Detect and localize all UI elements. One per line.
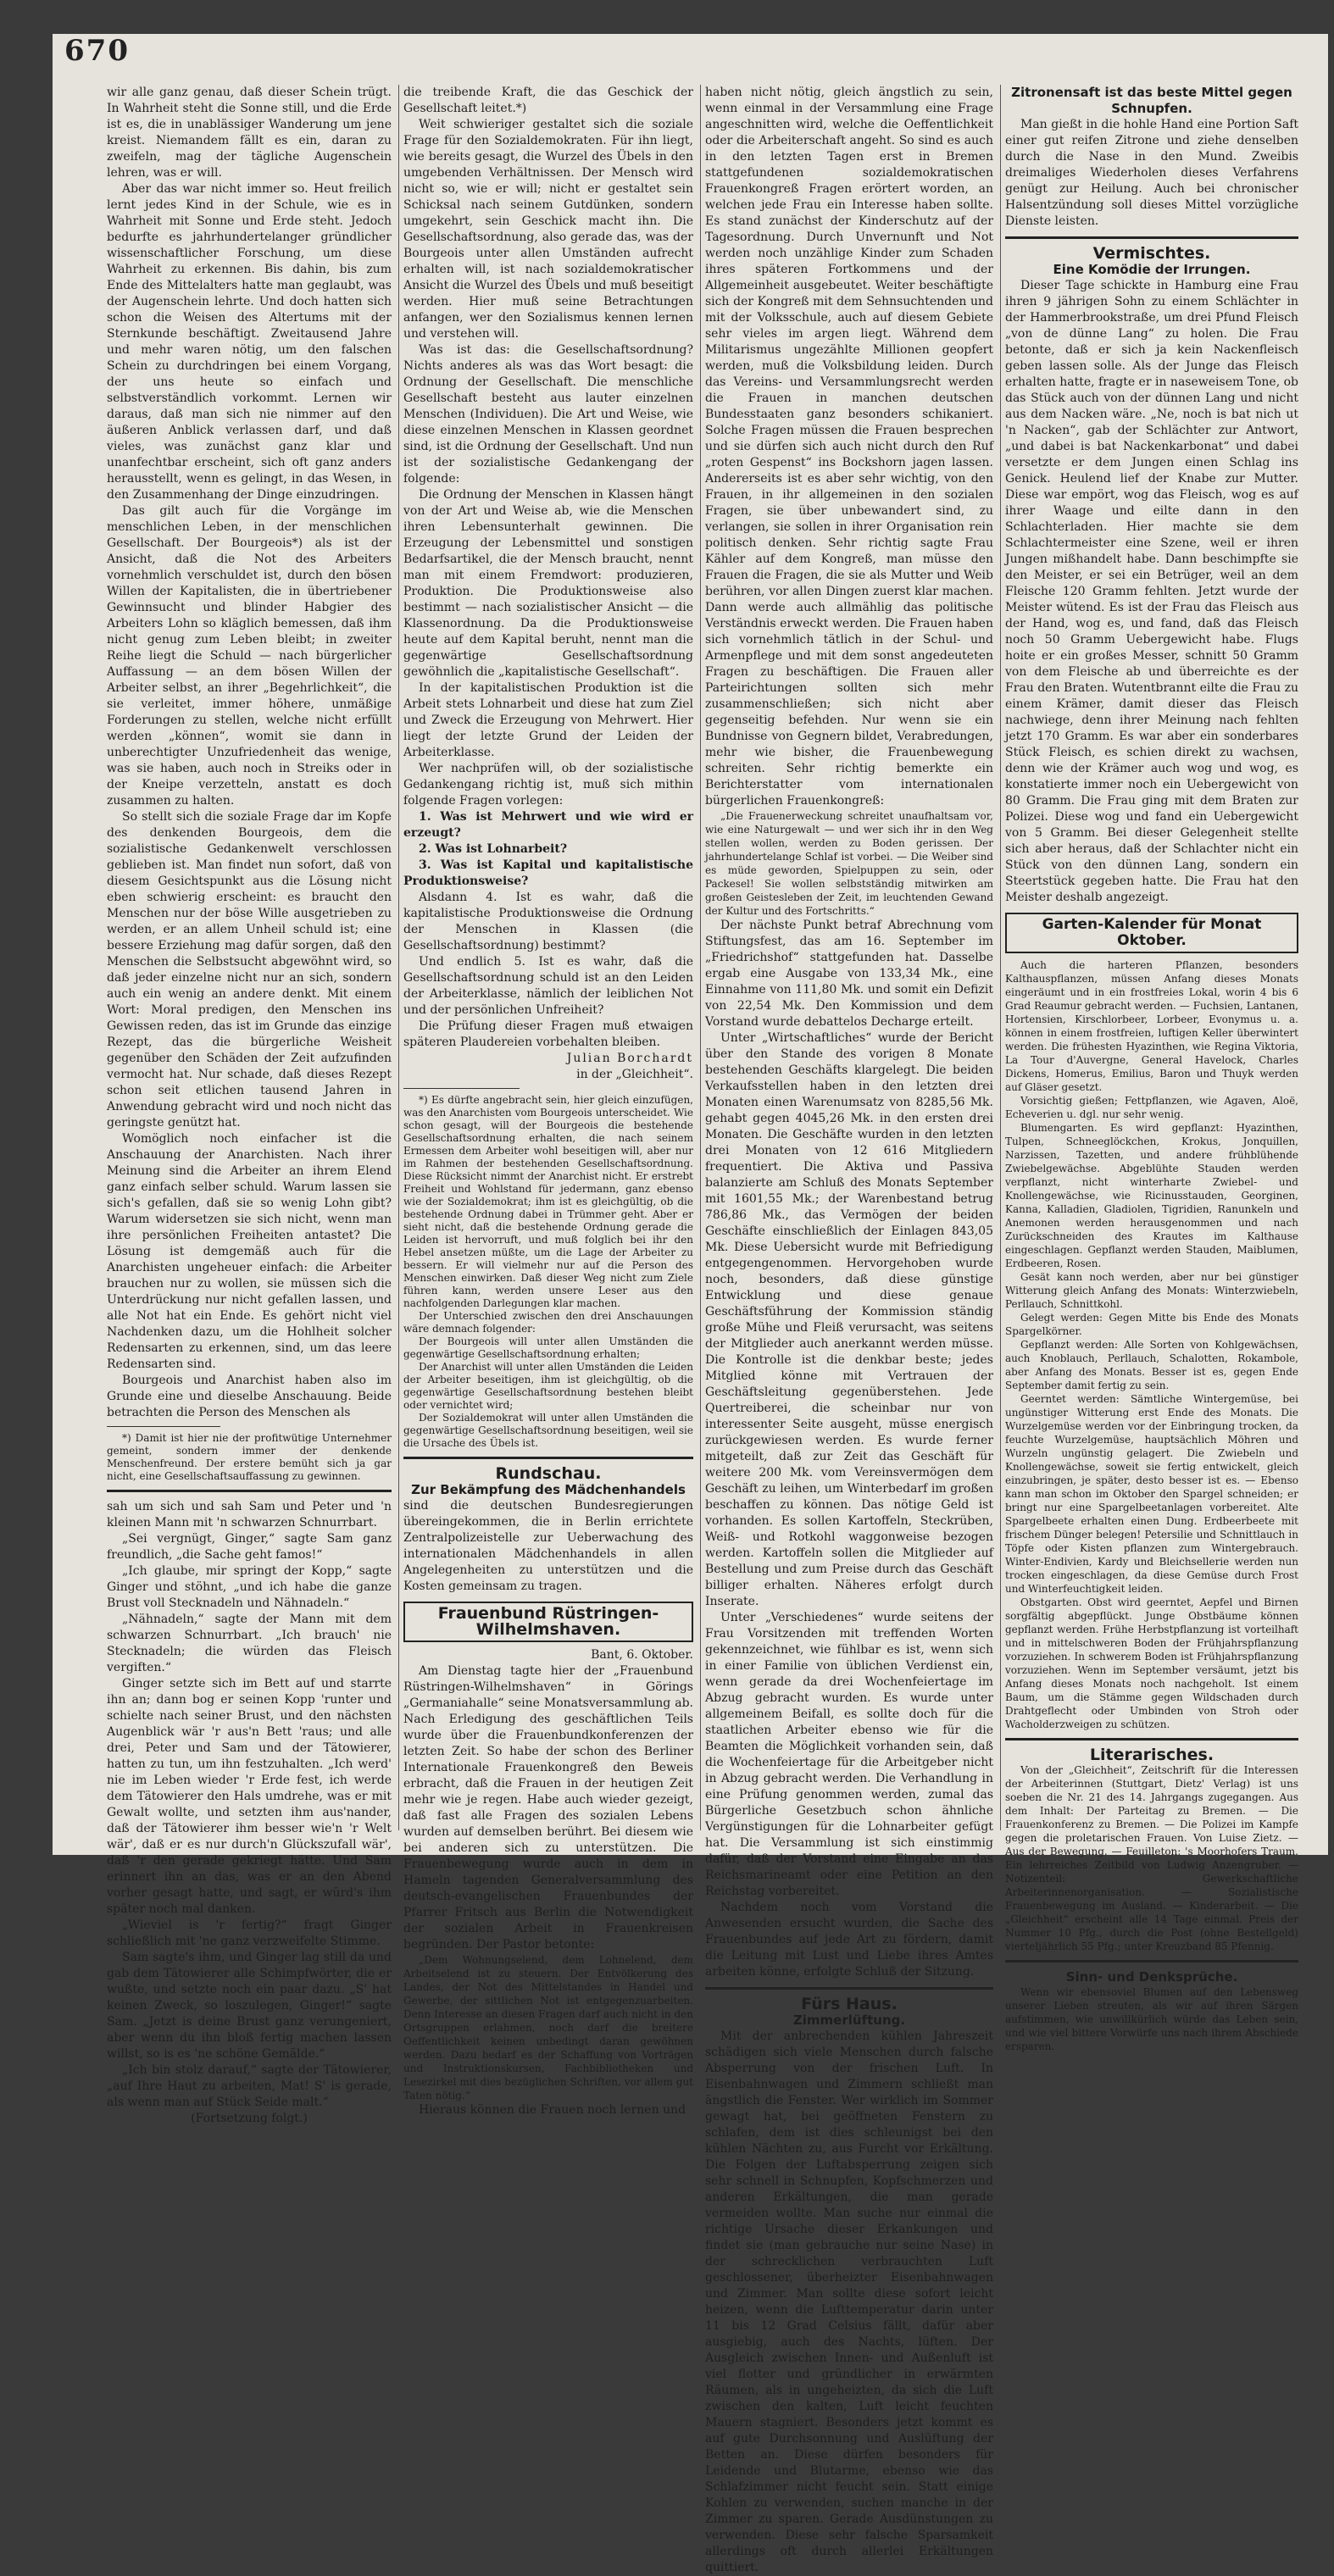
article-paragraph: haben nicht nötig, gleich ängstlich zu sein, wenn einmal in der Versammlung eine Frage angeschnitten wird, welche die Oeffentlichkeit oder die Arbeiterschaft angeht. So sind es auch in den letzten Tagen erst in Bremen stattgefundenen sozialdemokratischen Frauenkongreß Fragen erörtert worden, an welchen jede Frau ein Interesse haben sollte. Es stand zunächst der Kinderschutz auf der Tagesordnung. Durch Unvernunft und Not werden noch unzählige Kinder zum Schaden ihres späteren Fortkommens und der Allgemeinheit ausgebeutet. Weiter beschäftigte sich der Kongreß mit dem Sehnsuchtenden und mit der Volksschule, auch auf diesem Gebiete sehr vieles im argen liegt. Während dem Militarismus ungezählte Millionen geopfert werden, muß die Volksbildung leiden. Durch das Vereins- und Versammlungsrecht werden die Frauen in manchen deutschen Bundesstaaten ganz besonders schikaniert. Solche Fragen müssen die Frauen besprechen und sie dürfen sich auch nicht durch den Ruf „roten Gespenst“ ins Bockshorn jagen lassen. Andererseits ist es aber sehr wichtig, von den Frauen, in ihr allgemeinen in den sozialen Fragen, sie über unbewandert sind, zu verlangen, sie sollen in ihrer Organisation rein politisch denken. Sehr richtig sagte Frau Kähler auf dem Kongreß, man müsse den Frauen die Fragen, die sie als Mutter und Weib berühren, vor allen Dingen zuerst klar machen. Dann werde auch allmählig das politische Verständnis erweckt werden. Die Frauen haben sich vornehmlich tätlich in der Schul- und Armenpflege und mit dem sonst angedeuteten Fragen zu beschäftigen. Die Frauen aller Parteirichtungen sollten sich mehr zusammenschließen; sich nicht aber gegenseitig befehden. Nur wenn sie ein Bundnisse von Gegnern bildet, Verabredungen, mehr wie bisher, die Frauenbewegung schreiten. Sehr richtig bemerkte ein Berichterstatter vom internationalen bürgerlichen Frauenkongreß: bbox=[705, 86, 993, 808]
article-paragraph: Unter „Verschiedenes“ wurde seitens der Frau Vorsitzenden mit treffenden Worten gekennzeichnet, wie fühlbar es ist, wenn sich in einer Familie von üblichen Verdienst ein, wenn gerade da drei Wochenfeiertage im Abzug gebracht wurden. Es wurde unter allgemeinem Beifall, es sollte doch für die staatlichen Arbeiter ebenso wie für die Beamten die Möglichkeit vorhanden sein, daß die Wochenfeiertage für die Arbeitgeber nicht in Abzug gebracht werden. Die Verhandlung in eine Prüfung genommen werden, zumal das Bürgerliche Gesetzbuch schon ähnliche Vergünstigungen für die Lohnarbeiter gefügt hat. Die Versammlung ist sich einstimmig dafür, daß der Vorstand eine Eingabe an das Reichsmarineamt oder eine Petition an den Reichstag vorbereitet. bbox=[705, 1611, 993, 1898]
question-2: 2. Was ist Lohnarbeit? bbox=[419, 842, 568, 856]
article-paragraph: Das gilt auch für die Vorgänge im menschlichen Leben, in der menschlichen Gesellschaft. Der Bourgeois*) als ist der Ansicht, daß die Not des Arbeiters vornehmlich verschuldet ist, durch den bösen Willen der Kapitalisten, die in übertriebener Gewinnsucht und blinder Habgier des Arbeiters Lohn so kläglich bemessen, daß ihm nicht genug zum Leben bleibt; in zweiter Reihe liegt die Schuld — nach bürgerlicher Auffassung — an dem bösen Willen der Arbeiter selbst, an ihrer „Begehrlichkeit“, die sie verleitet, immer höhere, unmäßige Forderungen zu stellen, welche nicht erfüllt werden „können“, womit sie dann in unberechtigter Unzufriedenheit das wenige, was sie haben, auch noch in Streiks oder in der Kneipe verzetteln, anstatt es doch zusammen zu halten. bbox=[107, 504, 392, 808]
section-title-sinnsprueche: Sinn- und Denksprüche. bbox=[1065, 1969, 1238, 1985]
article-paragraph: Unter „Wirtschaftliches“ wurde der Bericht über den Stande des vorigen 8 Monate bestehenden Geschäfts klargelegt. Die beiden Verkaufsstellen haben in den letzten drei Monaten einen Warenumsatz von 8285,56 Mk. gehabt gegen 4045,26 Mk. in den ersten drei Monaten. Die Geschäfte wurden in den letzten drei Monaten von 12 616 Mitgliedern frequentiert. Die Aktiva und Passiva balanzierte am Schluß des Monats September mit 1601,55 Mk.; der Warenbestand betrug 786,86 Mk., das Vermögen der beiden Geschäfte einschließlich der Einlagen 843,05 Mk. Diese Uebersicht wurde mit Befriedigung entgegengenommen. Hervorgehoben wurde noch, besonders, daß diese günstige Entwicklung und diese genaue Geschäftsführung der Kommission ständig große Mühe und Fleiß verursacht, was seitens der Mitglieder auch anerkannt werden müsse. Die Kontrolle ist die denkbar beste; jedes Mitglied könne mit Vertrauen der Geschäftsleitung gegenüberstehen. Jede Quertreiberei, die scheinbar nur von interessenter Seite ausgeht, müsse energisch zurückgewiesen werden. Es wurde ferner mitgeteilt, daß zur Zeit das Geschäft für weitere 200 Mk. vom Vereinsvermögen dem Geschäft zu leihen, um Winterbedarf im großen beschaffen zu können. Das nötige Geld ist vorhanden. Es sollen Kartoffeln, Steckrüben, Weiß- und Rotkohl waggonweise bezogen werden. Kartoffeln sollen die Mitglieder auf Bestellung und zum Preise durch das Geschäft billiger erhalten. Näheres erfolgt durch Inserate. bbox=[705, 1031, 993, 1608]
page-number: 670 bbox=[64, 34, 130, 68]
article-paragraph: wir alle ganz genau, daß dieser Schein trügt. In Wahrheit steht die Sonne still, und die Erde ist es, die in unablässiger Wanderung um jene kreist. Niemandem fällt es ein, daran zu zweifeln, mag der tägliche Augenschein lehren, was er will. bbox=[107, 86, 392, 180]
article-paragraph: Mit der anbrechenden kühlen Jahreszeit schädigen sich viele Menschen durch falsche Absperrung von der frischen Luft. In Eisenbahnwagen und Zimmern schließt man ängstlich die Fenster. Wer wirklich im Sommer gewagt hat, bei geöffneten Fenstern zu schlafen, dem ist dies schleunigst bei den kühlen Nächten zu, aus Furcht vor Erkältung. Die Folgen der Luftabsperrung zeigen sich sehr schnell in Schnupfen, Kopfschmerzen und anderen Erkältungen, die man gerade vermeiden wollte. Man suche nur einmal die richtige Ursache dieser Erkankungen und findet sie (man gebrauche nur seine Nase) in der schrecklichen verbrauchten Luft geschlossener, überheizter Eisenbahnwagen und Zimmer. Man sollte diese sofort leicht heizen, wenn die Lufttemperatur darin unter 11 bis 12 Grad Celsius fällt, dafür aber ausgiebig, auch des Nachts, lüften. Der Ausgleich zwischen Innen- und Außenluft ist viel flotter und gründlicher in erwärmten Räumen, als in ungeheizten, da sich die Luft zwischen den kalten, Luft leicht feuchten Mauern stagniert. Besonders jetzt kommt es auf gute Durchsonnung und Auslüftung der Betten an. Diese dürfen besonders für Leidende und Blutarme, ebenso wie das Schlafzimmer nicht feucht sein. Statt einige Kohlen zu verwenden, suchen manche in der Zimmer zu sparen. Gerade Ausdünstungen zu verwenden. Diese sehr falsche Sparsamkeit allerdings oft durch allerlei Erkältungen quittiert. bbox=[705, 2029, 993, 2574]
section-title-literarisches: Literarisches. bbox=[1089, 1746, 1214, 1764]
column-rule bbox=[1000, 85, 1001, 1830]
question-1: 1. Was ist Mehrwert und wie wird er erzeugt? bbox=[403, 810, 693, 840]
question-5: Und endlich 5. Ist es wahr, daß die Gesellschaftsordnung schuld ist an den Leiden der Arbeiterklasse, nämlich der leiblichen Not und der persönlichen Unfreiheit? bbox=[403, 955, 693, 1017]
article-paragraph: Dieser Tage schickte in Hamburg eine Frau ihren 9 jährigen Sohn zu einem Schlächter in der Hammerbrookstraße, um drei Pfund Fleisch „von de dünne Lang“ zu holen. Die Frau betonte, daß er sich ja kein Nackenfleisch geben lassen solle. Als der Junge das Fleisch erhalten hatte, fragte er in naseweisem Tone, ob das Stück auch von der dünnen Lang und nicht aus dem Nacken wäre. „Ne, noch is bat nich ut 'n Nacken“, gab der Schlächter zur Antwort, „und dabei is bat Nackenkarbonat“ und dabei versetzte er dem Jungen einen Schlag ins Genick. Heulend lief der Knabe zur Mutter. Diese war empört, wog das Fleisch, wog es auf ihrer Waage und eilte dann in den Schlachterladen. Hier machte sie dem Schlachtermeister eine Szene, weil er ihren Jungen mißhandelt habe. Dann beschimpfte sie den Meister, er sei ein Betrüger, weil an dem Fleische 120 Gramm fehlten. Jetzt wurde der Meister wütend. Es ist der Frau das Fleisch aus der Hand, wog es, und fand, daß das Fleisch noch 50 Gramm Uebergewicht habe. Flugs hoite er ein großes Messer, schnitt 50 Gramm von dem Fleische ab und überreichte es der Frau den Braten. Wutentbrannt eilte die Frau zu einem Krämer, damit dieser das Fleisch nachwiege, denn ihrer Meinung nach fehlten jetzt 170 Gramm. Es war aber ein sonderbares Stück Fleisch, es schien direkt zu wachsen, denn wie der Krämer auch wog und wog, es konstatierte immer noch ein Uebergewicht von 80 Gramm. Die Frau ging mit dem Braten zur Polizei. Diese wog und fand ein Uebergewicht von 5 Gramm. Bei dieser Gelegenheit stellte sich aber heraus, daß der Schlachter nicht ein Stück von den dünnen Lang, sondern ein Steertstück gegeben hatte. Die Frau hat den Meister deshalb angezeigt. bbox=[1005, 279, 1298, 904]
column-1 bbox=[107, 85, 392, 2125]
column-3 bbox=[705, 85, 993, 2574]
footnote: *) Es dürfte angebracht sein, hier gleich einzufügen, was den Anarchisten vom Bourgeois unterscheidet. Wie schon gesagt, will der Bourgeois die bestehende Gesellschaftsordnung erhalten, die nach seinem Ermessen dem Arbeiter wohl beseitigen will, aber nur im Rahmen der bestehenden Gesellschaftsordnung. Diese Rücksicht nimmt der Anarchist nicht. Er erstrebt Freiheit und Wohlstand für jedermann, ganz ebenso wie der Sozialdemokrat; ihm ist es gleichgültig, ob die bestehende Ordnung dabei in Trümmer geht. Aber er sieht nicht, daß die bestehende Ordnung gerade die Leiden ist hervorruft, und muß folglich bei ihr den Hebel ansetzen müßte, um die Lage der Arbeiter zu bessern. Er will vielmehr nur auf die Person des Menschen einwirken. Daß dieser Weg nicht zum Ziele führen kann, werden unsere Leser aus den nachfolgenden Darlegungen klar machen. bbox=[403, 1094, 693, 1309]
column-rule bbox=[700, 85, 701, 1830]
section-title-frauenbund: Frauenbund Rüstringen-Wilhelmshaven. bbox=[437, 1604, 659, 1639]
article-paragraph: Was ist das: die Gesellschaftsordnung? Nichts anderes als was das Wort besagt: die Ordnung der Gesellschaft. Die menschliche Gesellschaft besteht aus lauter einzelnen Menschen (Individuen). Die Art und Weise, wie diese einzelnen Menschen in Klassen geordnet sind, ist die Ordnung der Gesellschaft. Und nun ist der sozialistische Gedankengang der folgende: bbox=[403, 343, 693, 486]
article-paragraph: Die Ordnung der Menschen in Klassen hängt von der Art und Weise ab, wie die Menschen ihren Lebensunterhalt gewinnen. Die Erzeugung der Lebensmittel und sonstigen Bedarfsartikel, die der Mensch braucht, nennt man mit einem Fremdwort: produzieren, Produktion. Die Produktionsweise also bestimmt — nach sozialistischer Ansicht — die Klassenordnung. Da die Produktionsweise heute auf dem Kapital beruht, nennt man die gegenwärtige Gesellschaftsordnung gewöhnlich die „kapitalistische Gesellschaft“. bbox=[403, 488, 693, 679]
article-paragraph: Womöglich noch einfacher ist die Anschauung der Anarchisten. Nach ihrer Meinung sind die Arbeiter an ihrem Elend ganz einfach selber schuld. Warum lassen sie sich's gefallen, daß sie so wenig Lohn gibt? Warum widersetzen sie sich nicht, wenn man ihre persönlichen Freiheiten antastet? Die Lösung ist demgemäß auch für die Anarchisten ungeheuer einfach: die Arbeiter brauchen nur zu wollen, sie müssen sich die Unterdrückung nur nicht gefallen lassen, und alle Not hat ein Ende. Es gehört nicht viel Nachdenken dazu, um die Hohlheit solcher Redensarten zu erkennen, sind, um das leere Redensarten sind. bbox=[107, 1132, 392, 1371]
divider bbox=[705, 1987, 993, 1990]
story-paragraph: „Nähnadeln,“ sagte der Mann mit dem schwarzen Schnurrbart. „Ich brauch' nie Stecknadeln; die würden das Fleisch vergiften.“ bbox=[107, 1613, 392, 1674]
article-paragraph: Geerntet werden: Sämtliche Wintergemüse, bei ungünstiger Witterung erst Ende des Monats. Die Wurzelgemüse werden vor der Einbringung trocken, da feuchte Wurzelgemüse, hauptsächlich Möhren und Wurzeln ungünstig gelagert. Die Zwiebeln und Knollengewächse, soweit sie fertig entwickelt, gleich einzubringen, je später, desto besser ist es. — Ebenso kann man schon im Oktober den Spargel schneiden; er bringt nur eine Spargelbeetanlagen vorbereitet. Alte Spargelbeete erhalten einen Dung. Erdbeerbeete mit frischem Dünger belegen! Petersilie und Schnittlauch in Töpfe oder Kisten pflanzen zum Wintergebrauch. Winter-Endivien, Kardy und Bleichsellerie werden nun trocken eingeschlagen, da diese Gemüse durch Frost und Winterfeuchtigkeit leiden. bbox=[1005, 1393, 1298, 1595]
article-paragraph: die treibende Kraft, die das Geschick der Gesellschaft leitet.*) bbox=[403, 86, 693, 115]
section-title-garten-kalender: Garten-Kalender für Monat Oktober. bbox=[1042, 916, 1262, 949]
dateline: Bant, 6. Oktober. bbox=[591, 1648, 693, 1662]
article-paragraph: Bourgeois und Anarchist haben also im Grunde eine und dieselbe Anschauung. Beide betrachten die Person des Menschen als bbox=[107, 1374, 392, 1419]
question-4: Alsdann 4. Ist es wahr, daß die kapitalistische Produktionsweise die Ordnung der Menschen in Klassen (die Gesellschaftsordnung) bestimmt? bbox=[403, 891, 693, 952]
article-paragraph: Aber das war nicht immer so. Heut freilich lernt jedes Kind in der Schule, wie es in Wahrheit mit Sonne und Erde steht. Jedoch bedurfte es jahrhundertelanger gründlicher wissenschaftlicher Forschung, um diese Wahrheit zu erkennen. Bis dahin, bis zum Ende des Mittelalters hatte man geglaubt, was der Augenschein lehrte. Und doch hatten sich schon die Weisen des Altertums mit der Sternkunde beschäftigt. Zweitausend Jahre und mehr waren nötig, um den falschen Schein zu durchdringen bei einem Vorgang, der uns heute so einfach und selbstverständlich vorkommt. Lernen wir daraus, daß man sich nie nimmer auf den äußeren Anblick verlassen darf, und daß vieles, was zunächst ganz klar und unanfechtbar erscheint, sich oft ganz anders herausstellt, wenn es gelingt, in das Wesen, in den Zusammenhang der Dinge einzudringen. bbox=[107, 182, 392, 502]
frauenbund-header-box bbox=[403, 1602, 693, 1642]
article-paragraph: Vorsichtig gießen; Fettpflanzen, wie Agaven, Aloë, Echeverien u. dgl. nur sehr wenig. bbox=[1005, 1095, 1298, 1120]
section-title-rundschau: Rundschau. bbox=[495, 1464, 602, 1483]
article-paragraph: sind die deutschen Bundesregierungen übereingekommen, die in Berlin errichtete Zentralpolizeistelle zur Ueberwachung des internationalen Mädchenhandels in allen Angelegenheiten zu unterstützen und die Kosten gemeinsam zu tragen. bbox=[403, 1499, 693, 1593]
article-paragraph: Die Prüfung dieser Fragen muß etwaigen späteren Plaudereien vorbehalten bleiben. bbox=[403, 1019, 693, 1049]
divider bbox=[403, 1088, 520, 1089]
section-subtitle: Zur Bekämpfung des Mädchenhandels bbox=[411, 1482, 686, 1497]
section-subtitle: Eine Komödie der Irrungen. bbox=[1053, 262, 1251, 277]
article-paragraph: Obstgarten. Obst wird geerntet, Aepfel und Birnen sorgfältig abgepflückt. Junge Obstbäume können gepflanzt werden. Frühe Herbstpflanzung ist vorteilhaft und in mittelschweren Boden der Frühjahrspflanzung vorzuziehen. In schwerem Boden ist Frühjahrspflanzung vorzuziehen. Wenn im September versäumt, jetzt bis Anfang dieses Monats noch nachgeholt. Ist einem Baum, um die Stämme gegen Wildschaden durch Drahtgeflecht oder Umbinden von Stroh oder Wacholderzweigen zu schützen. bbox=[1005, 1596, 1298, 1730]
article-paragraph: Wenn wir ebensoviel Blumen auf den Lebensweg unserer Lieben streuten, als wir auf ihren Särgen aufstimmen, wie unwillkürlich würde das Leben sein, und wie viel bittere Vorwürfe uns nach ihrem Abschiede ersparen. bbox=[1005, 1986, 1298, 2052]
column-2 bbox=[403, 85, 693, 2117]
continuation-note: (Fortsetzung folgt.) bbox=[191, 2112, 308, 2125]
garten-header-box bbox=[1005, 913, 1298, 953]
footnote: Der Anarchist will unter allen Umständen die Leiden der Arbeiter beseitigen, ihm ist gleichgültig, ob die gegenwärtige Gesellschaftsordnung bestehen bleibt oder vernichtet wird; bbox=[403, 1361, 693, 1411]
footnote: Der Bourgeois will unter allen Umständen die gegenwärtige Gesellschaftsordnung erhalten; bbox=[403, 1335, 693, 1360]
section-title-furs-haus: Fürs Haus. bbox=[801, 1995, 898, 2013]
story-paragraph: „Sei vergnügt, Ginger,“ sagte Sam ganz freundlich, „die Sache geht famos!“ bbox=[107, 1532, 392, 1562]
divider bbox=[403, 1457, 693, 1459]
article-paragraph: In der kapitalistischen Produktion ist die Arbeit stets Lohnarbeit und diese hat zum Ziel und Zweck die Erzeugung von Mehrwert. Hier liegt der letzte Grund der Leiden der Arbeiterklasse. bbox=[403, 681, 693, 759]
divider bbox=[1005, 1960, 1298, 1963]
article-paragraph: Von der „Gleichheit“, Zeitschrift für die Interessen der Arbeiterinnen (Stuttgart, Dietz' Verlag) ist uns soeben die Nr. 21 des 14. Jahrgangs zugegangen. Aus dem Inhalt: Der Parteitag zu Bremen. — Die Frauenkonferenz zu Bremen. — Die Polizei im Kampfe gegen die proletarischen Frauen. Von Luise Zietz. — Aus der Bewegung. — Feuilleton: 's Moorhofers Traum. Ein lehrreiches Zeitbild von Ludwig Anzengruber. — Notizenteil: Gewerkschaftliche Arbeiterinnenorganisation. — Sozialistische Frauenbewegung im Ausland. — Kinderarbeit. — Die „Gleichheit“ erscheint alle 14 Tage einmal. Preis der Nummer 10 Pfg., durch die Post (ohne Bestellgeld) vierteljährlich 55 Pfg.; unter Kreuzband 85 Pfennig. bbox=[1005, 1764, 1298, 1952]
section-title-vermischtes: Vermischtes. bbox=[1092, 244, 1211, 263]
article-paragraph: Weit schwieriger gestaltet sich die soziale Frage für den Sozialdemokraten. Für ihn liegt, wie bereits gesagt, die Wurzel des Übels in den umgebenden Verhältnissen. Der Mensch wird nicht so, wie er will; nicht er gestaltet sein Schicksal nach seinem Gutdünken, sondern umgekehrt, sein Geschick macht ihn. Die Gesellschaftsordnung, also gerade das, was der Bourgeois unter allen Umständen aufrecht erhalten will, ist nach sozialdemokratischer Ansicht die Wurzel des Übels und muß beseitigt werden. Hier muß seine Betrachtungen anfangen, wer den Sozialismus kennen lernen und verstehen will. bbox=[403, 118, 693, 341]
question-3: 3. Was ist Kapital und kapitalistische Produktionsweise? bbox=[403, 858, 693, 888]
article-paragraph: Gepflanzt werden: Alle Sorten von Kohlgewächsen, auch Knoblauch, Perllauch, Schalotten, Rokambole, aber Anfang des Monats. Besser ist es, gegen Ende September damit fertig zu sein. bbox=[1005, 1339, 1298, 1391]
article-paragraph: Am Dienstag tagte hier der „Frauenbund Rüstringen-Wilhelmshaven“ in Görings „Germaniahalle“ seine Monatsversammlung ab. Nach Erledigung des geschäftlichen Teils wurde über die Frauenbundkonferenzen der letzten Zeit. So habe der schon des Berliner Internationale Frauenkongreß den Beweis erbracht, daß die Frauen in der heutigen Zeit mehr wie je regen. Habe auch wieder gezeigt, daß fast alle Fragen des sozialen Lebens wurden auf demselben berührt. Bei diesem wie bei anderen sich zu unterstützen. Die Frauenbewegung wurde auch in dem in Hameln tagenden Generalversammlung des deutsch-evangelischen Frauenbundes der Pfarrer Fritsch aus Berlin die Notwendigkeit der sozialen Arbeit in Frauenkreisen begründen. Der Pastor betonte: bbox=[403, 1664, 693, 1951]
article-paragraph: Der nächste Punkt betraf Abrechnung vom Stiftungsfest, das am 16. September im „Friedrichshof“ stattgefunden hat. Dasselbe ergab eine Ausgabe von 133,34 Mk., eine Einnahme von 111,80 Mk. und somit ein Defizit von 22,54 Mk. Den Kommission und dem Vorstand wurde debattelos Decharge erteilt. bbox=[705, 919, 993, 1029]
article-paragraph: Nachdem noch vom Vorstand die Anwesenden ersucht wurden, die Sache des Frauenbundes auf jede Art zu fördern, damit die Leitung mit Lust und Liebe ihres Amtes arbeiten könne, erfolgte Schluß der Sitzung. bbox=[705, 1901, 993, 1979]
story-paragraph: „Wieviel is 'r fertig?“ fragt Ginger schließlich mit 'ne ganz verzweifelte Stimme. bbox=[107, 1918, 392, 1948]
divider bbox=[1005, 1738, 1298, 1740]
quote: „Die Frauenerweckung schreitet unaufhaltsam vor, wie eine Naturgewalt — und wer sich ihr in den Weg stellen wollen, werden zu Boden gerissen. Der jahrhundertelange Schlaf ist vorbei. — Die Weiber sind es müde geworden, Spielpuppen zu sein, oder Packesel! Sie wollen selbstständig mitwirken am großen Geistesleben der Zeit, im leuchtenden Gewand der Kultur und des Fortschritts.“ bbox=[705, 810, 993, 917]
footnote: Der Sozialdemokrat will unter allen Umständen die gegenwärtige Gesellschaftsordnung beseitigen, weil sie die Ursache des Übels ist. bbox=[403, 1412, 693, 1449]
story-paragraph: Ginger setzte sich im Bett auf und starrte ihn an; dann bog er seinen Kopp 'runter und schielte nach seiner Brust, und den nächsten Augenblick wär 'r aus'n Bett 'raus; und alle drei, Peter und Sam und der Tätowierer, hatten zu tun, um ihn festzuhalten. „Ich werd' nie im Leben wieder 'r Erde fest, ich werde dem Tätowierer den Hals umdrehe, was er mit Gewalt wollte, und setzten ihm aus'nander, daß der Tätowierer ihm besser wie'n 'r Welt wär', daß er es nur durch'n Glückszufall wär', daß 'r den gerade gekriegt hätte. Und Sam erinnert ihn an das, was er an den Abend vorher gesagt hatte, und sagt, er würd's ihm später noch mal danken. bbox=[107, 1677, 392, 1916]
story-paragraph: „Ich bin stolz darauf,“ sagte der Tätowierer, „auf Ihre Haut zu arbeiten, Mat! S' is gerade, als wenn man auf Stück Seide malt.“ bbox=[107, 2063, 392, 2109]
section-subtitle: Zitronensaft ist das beste Mittel gegen Schnupfen. bbox=[1011, 85, 1292, 116]
section-subtitle: Zimmerlüftung. bbox=[792, 2012, 906, 2028]
footnote: Der Unterschied zwischen den drei Anschauungen wäre demnach folgender: bbox=[403, 1310, 693, 1335]
source: in der „Gleichheit“. bbox=[576, 1068, 693, 1081]
article-paragraph: „Dem Wohnungselend, dem Lohnelend, dem Arbeitselend ist zu steuern. Der Entvölkerung des Landes, der Not des Mittelstandes in Handel und Gewerbe, der sittlichen Not ist entgegenzuarbeiten. Denn Interesse an diesen Fragen darf auch nicht in den Ortsgruppen erlahmen, noch darf die breitere Oeffentlichkeit keinen unbedingt daran gewöhnen werden. Dazu bedarf es der Schaffung von Vorträgen und Instruktionskursen, Fachbibliotheken und Lesezirkel mit dies bezüglichen Schriften, vor allem gut Taten nötig.“ bbox=[403, 1954, 693, 2101]
story-paragraph: Sam sagte's ihm, und Ginger lag still da und gab dem Tätowierer alle Schimpfwörter, die er wußte, und setzte noch ein paar dazu. „S' hat keinen Zweck, so loszulegen, Ginger!“ sagte Sam. „Jetzt is deine Brust ganz verungeniert, aber wenn du ihn bloß fertig machen lassen willst, so is es 'ne schöne Gemälde.“ bbox=[107, 1951, 392, 2061]
divider bbox=[107, 1490, 392, 1492]
article-paragraph: Blumengarten. Es wird gepflanzt: Hyazinthen, Tulpen, Schneeglöckchen, Krokus, Jonquillen, Narzissen, Tazetten, und andere frühblühende Zwiebelgewächse. Abgeblühte Stauden werden verpflanzt, nicht winterharte Zwiebel- und Knollengewächse, wie Ricinusstauden, Georginen, Kanna, Kalladien, Gladiolen, Tigridien, Ranunkeln und Anemonen werden herausgenommen und nach Zurückschneiden des Krautes im Kalthause eingeschlagen. Gepflanzt werden Stauden, Maiblumen, Erdbeeren, Rosen. bbox=[1005, 1122, 1298, 1269]
divider bbox=[107, 1426, 220, 1427]
story-paragraph: „Ich glaube, mir springt der Kopp,“ sagte Ginger und stöhnt, „und ich habe die ganze Brust voll Stecknadeln und Nähnadeln.“ bbox=[107, 1564, 392, 1610]
column-4 bbox=[1005, 85, 1298, 2052]
article-paragraph: Auch die harteren Pflanzen, besonders Kalthauspflanzen, müssen Anfang dieses Monats eingeräumt und in ein frostfreies Lokal, worin 4 bis 6 Grad Reaumur gebracht werden. — Fuchsien, Lantanen, Hortensien, Kirschlorbeer, Lorbeer, Evonymus u. a. können in einem frostfreien, luftigen Keller überwintert werden. Die frühesten Hyazinthen, wie Regina Viktoria, La Tour d'Auvergne, General Havelock, Charles Dickens, Homerus, Emilius, Baron und Thuyk werden auf Gläser gesetzt. bbox=[1005, 959, 1298, 1093]
article-paragraph: Gelegt werden: Gegen Mitte bis Ende des Monats Spargelkörner. bbox=[1005, 1312, 1298, 1337]
article-paragraph: Gesät kann noch werden, aber nur bei günstiger Witterung gleich Anfang des Monats: Winterzwiebeln, Perllauch, Schnittkohl. bbox=[1005, 1271, 1298, 1310]
article-paragraph: Hieraus können die Frauen noch lernen und bbox=[419, 2103, 686, 2117]
author: Julian Borchardt bbox=[566, 1052, 693, 1065]
article-paragraph: So stellt sich die soziale Frage dar im Kopfe des denkenden Bourgeois, dem die sozialistische Gedankenwelt verschlossen geblieben ist. Man findet nun sofort, daß von diesem Gesichtspunkt aus die Lösung nicht eben schwierig erscheint: es braucht den Menschen nur der böse Wille ausgetrieben zu werden, er an allem Unheil schuld ist; eine bessere Erziehung mag dafür sorgen, daß den Menschen die Selbstsucht abgewöhnt wird, so daß jeder einzelne nicht nur an sich, sondern auch ein wenig an andere denkt. Mit einem Wort: Moral predigen, den Menschen ins Gewissen reden, das ist im Grunde das einzige Rezept, das die bürgerliche Weisheit gegenüber den Schäden der Zeit aufzufinden vermocht hat. Nur schade, daß dieses Rezept schon seit etlichen tausend Jahren in Anwendung gebracht wird und noch nicht das geringste genützt hat. bbox=[107, 810, 392, 1130]
story-paragraph: sah um sich und sah Sam und Peter und 'n kleinen Mann mit 'n schwarzen Schnurrbart. bbox=[107, 1500, 392, 1530]
column-rule bbox=[398, 85, 399, 1830]
article-paragraph: Wer nachprüfen will, ob der sozialistische Gedankengang richtig ist, muß sich mithin folgende Fragen vorlegen: bbox=[403, 762, 693, 808]
footnote: *) Damit ist hier nie der profitwütige Unternehmer gemeint, sondern immer der denkende Menschenfreund. Der erstere bemüht sich ja gar nicht, eine Gesellschaftsauffassung zu gewinnen. bbox=[107, 1432, 392, 1482]
divider bbox=[1005, 236, 1298, 239]
article-paragraph: Man gießt in die hohle Hand eine Portion Saft einer gut reifen Zitrone und ziehe denselben durch die Nase in den Mund. Zweibis dreimaliges Wiederholen dieses Verfahrens genügt zur Heilung. Auch bei chronischer Halsentzündung soll dieses Mittel vorzügliche Dienste leisten. bbox=[1005, 118, 1298, 228]
